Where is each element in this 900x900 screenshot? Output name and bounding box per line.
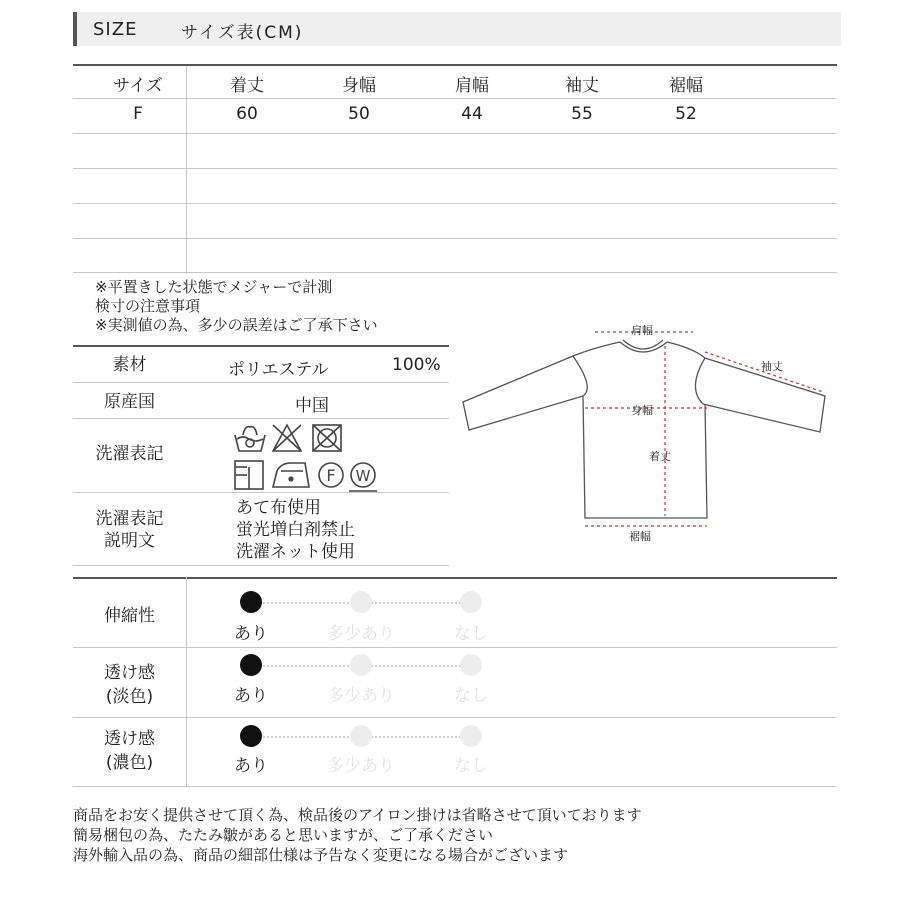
scale-dot-selected xyxy=(240,654,262,676)
wet-clean-letter: W xyxy=(355,467,371,485)
col-header-size: サイズ xyxy=(113,76,163,96)
note-line: ※平置きした状態でメジャーで計測 xyxy=(95,278,333,296)
transparency-label-line: 透け感 xyxy=(104,663,155,683)
transparency-label-line: (淡色) xyxy=(105,687,154,707)
material-value: ポリエステル xyxy=(228,360,329,380)
diagram-sleeve-label: 袖丈 xyxy=(761,360,783,373)
care-desc-label xyxy=(73,508,186,552)
footer-line: 商品をお安く提供させて頂く為、検品後のアイロン掛けは省略させて頂いております xyxy=(73,806,642,824)
care-desc-label-line: 説明文 xyxy=(104,531,155,551)
scale-dot-selected xyxy=(240,725,262,747)
cell-sleeve: 55 xyxy=(571,104,593,124)
line-dry-icon xyxy=(235,461,263,489)
size-table xyxy=(73,64,837,274)
scale-option: なし xyxy=(454,756,488,776)
cell-shoulder: 44 xyxy=(461,104,483,124)
scale-option: あり xyxy=(234,624,268,644)
footer-line: 海外輸入品の為、商品の細部仕様は予告なく変更になる場合がございます xyxy=(73,846,569,864)
scale-option: なし xyxy=(454,624,488,644)
scale-dot xyxy=(350,591,372,613)
dry-clean-letter: F xyxy=(326,466,336,485)
scale-dot xyxy=(460,591,482,613)
col-header-shoulder: 肩幅 xyxy=(455,76,489,96)
scale-option: 多少あり xyxy=(327,686,395,706)
tshirt-outline-icon xyxy=(455,318,840,548)
cell-size: F xyxy=(133,104,143,124)
col-header-sleeve: 袖丈 xyxy=(565,76,599,96)
scale-dot xyxy=(460,654,482,676)
scale-dot xyxy=(350,725,372,747)
care-label: 洗濯表記 xyxy=(95,444,164,464)
iron-low-icon xyxy=(273,463,309,487)
origin-value: 中国 xyxy=(295,396,329,416)
header-subtitle: サイズ表(CM) xyxy=(181,23,304,43)
diagram-shoulder-label: 肩幅 xyxy=(631,324,653,337)
product-info-table xyxy=(73,345,449,565)
header-title: SIZE xyxy=(93,19,138,40)
cell-hem: 52 xyxy=(675,104,697,124)
cell-length: 60 xyxy=(236,104,258,124)
hand-wash-icon xyxy=(235,427,265,451)
scale-option: なし xyxy=(454,686,488,706)
scale-dot xyxy=(460,725,482,747)
no-bleach-icon xyxy=(273,425,301,451)
stretch-label xyxy=(73,604,186,628)
note-line: ※実測値の為、多少の誤差はご了承下さい xyxy=(95,316,378,334)
care-desc-line: あて布使用 xyxy=(236,498,321,518)
diagram-hem-label: 裾幅 xyxy=(629,530,651,543)
col-header-length: 着丈 xyxy=(230,76,264,96)
footer-line: 簡易梱包の為、たたみ皺があると思いますが、ご了承ください xyxy=(73,826,494,844)
scale-dot-selected xyxy=(240,591,262,613)
col-header-body-width: 身幅 xyxy=(342,76,376,96)
diagram-length-label: 着丈 xyxy=(649,450,671,463)
fabric-feel-table xyxy=(73,577,837,787)
scale-option: 多少あり xyxy=(327,756,395,776)
care-desc-label-line: 洗濯表記 xyxy=(95,509,164,529)
care-icons xyxy=(233,421,383,493)
stretch-label-line: 伸縮性 xyxy=(104,606,155,626)
transparency-label-line: (濃色) xyxy=(105,753,154,773)
col-header-hem: 裾幅 xyxy=(669,76,703,96)
care-desc xyxy=(236,497,355,563)
scale-dot xyxy=(350,654,372,676)
care-desc-line: 洗濯ネット使用 xyxy=(236,542,355,562)
note-line: 検寸の注意事項 xyxy=(95,297,201,315)
diagram-body-width-label: 身幅 xyxy=(631,404,653,417)
material-percent: 100% xyxy=(392,355,441,375)
no-tumble-dry-icon xyxy=(313,425,341,451)
scale-option: あり xyxy=(234,686,268,706)
transparency-light-label xyxy=(73,661,186,709)
origin-label: 原産国 xyxy=(104,392,155,412)
section-header xyxy=(73,12,841,46)
scale-option: あり xyxy=(234,756,268,776)
cell-body-width: 50 xyxy=(348,104,370,124)
garment-diagram xyxy=(455,318,840,548)
transparency-dark-label xyxy=(73,727,186,775)
care-desc-line: 蛍光増白剤禁止 xyxy=(236,520,355,540)
measurement-notes xyxy=(95,278,378,335)
scale-option: 多少あり xyxy=(327,624,395,644)
material-label: 素材 xyxy=(112,355,147,375)
footer-notes xyxy=(73,805,642,865)
transparency-label-line: 透け感 xyxy=(104,729,155,749)
